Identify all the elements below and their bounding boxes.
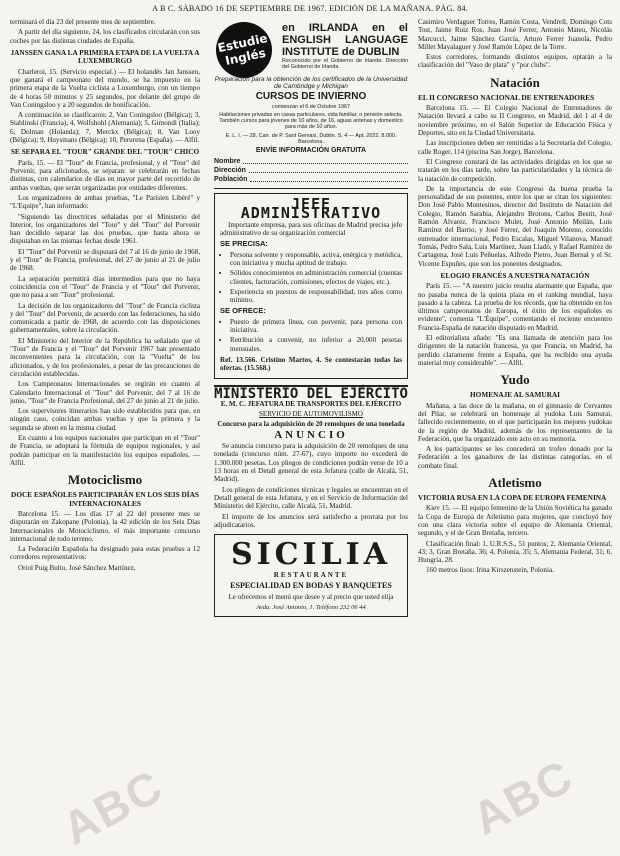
- paragraph: "Siguiendo las directrices señaladas por el Ministerio del Interior, los organizadores del "Tour" y del "Tour" del Porvenir han decidido separar las dos pruebas, que hasta ahora se disputaban en las mismas fechas desde 1961.: [10, 212, 200, 246]
- paragraph: Los pliegos de condiciones técnicas y legales se encuentran en el Detall general de esta Jefatura, y en el Servicio de Información del Ministerio del Ejército, calle Alcalá, 51, Madrid.: [214, 485, 408, 511]
- watermark: ABC: [463, 749, 582, 845]
- ad-specialty: ESPECIALIDAD EN BODAS Y BANQUETES: [230, 581, 392, 591]
- paragraph: La Federación Española ha designado para estas pruebas a 12 corredores representativos:: [10, 545, 200, 562]
- paragraph: De la importancia de este Congreso da buena prueba la personalidad de sus ponentes, entre los que se citan los siguientes: Don José Pablo Montesinos, director del Instituto de Natación del Colegio, Ramón Sarabia, Alejandro Brotons, Carlos Bestit, José Ramón Alvarez, Francisco Mulet, José Antonio Meilán, Luis Ramírez del Barrio, y José Ferrer, del Joaquín Moreno, conocido entrenador internacional, Pedro Escalas, Miguel Vilanova, Manuel Tomás, Pedro Sala, Luis Martínez, Juan Lladó, y Rafael Ramírez de Cartagena, José Luis Peñuelas, Alfredo Pietro, Juan Bernal y el Sr. Vicente Espuñes, que son los ponentes designados.: [418, 184, 612, 268]
- headline: HOMENAJE AL SAMURAI: [469, 390, 560, 400]
- form-label: Nombre: [214, 158, 241, 166]
- ad-label: SE OFRECE:: [220, 306, 266, 316]
- form-line: [250, 175, 408, 182]
- list-item: • Experiencia en puestos de responsabilidad, tres años como mínimo.: [230, 288, 402, 305]
- ad-anuncio: ANUNCIO: [274, 428, 348, 441]
- ad-subtitle: SERVICIO DE AUTOMOVILISMO: [259, 409, 363, 418]
- offers-list: [220, 318, 402, 353]
- paragraph: Barcelona 15. — El Colegio Nacional de Entrenadores de Natación llevará a cabo su II Congreso, en Madrid, del 1 al 4 de noviembre próximo, en el Salón Superior de Educación Física y Deportes, sito en la Ciudad Universitaria.: [418, 104, 612, 138]
- estudie-ingles-logo: Estudie Inglés: [214, 18, 277, 83]
- paragraph: Casimiro Verdaguer Torres, Ramón Costa, Vendrell, Domingo Cots Tost, Jaime Ruiz Ros, Juan José Ferrer, Antonio Mateu, Nicolás Marcucci, Jaime Sánchez García, Arturo Ferrer Juanola, Pedro Millet Mayalaguer y José Ramón López de la Torre.: [418, 18, 612, 51]
- ad-subtitle: RESTAURANTE: [273, 571, 349, 580]
- ad-desc: Habitaciones privadas en casas particulares, vida familiar, o pensión selecta. También cursos para jóvenes de 10 años, de 16, aguas antenas y domestico para más de 10 años.: [219, 111, 403, 131]
- form-label: Dirección: [214, 167, 246, 175]
- form-row: [214, 166, 408, 175]
- list-item: • Persona solvente y responsable, activa, enérgica y metódica, con iniciativa y mucha aptitud de trabajo.: [230, 251, 402, 268]
- paragraph: Kiev 15. — El equipo femenino de la Unión Soviética ha ganado la Copa de Europa de Atletismo para mujeres, que concluyó hoy con una clara victoria sobre el equipo de Alemania Oriental, segundo, y el de Gran Bretaña, tercero.: [418, 504, 612, 538]
- ad-info: ENVÍE INFORMACIÓN GRATUITA: [255, 146, 367, 154]
- ad-address: E. L. I. — 28, Carr. de P. Sant Gervasi, Dublin. S. 4 — Apt. 2022, 8.000. Barcelona.: [225, 132, 397, 145]
- ad-prep: Preparación para la obtención de los certificados de la Universidad de Cambridge y Michigan: [214, 76, 408, 91]
- paragraph: París, 15. — El "Tour" de Francia, profesional, y el "Tour" del Porvenir, para aficionados, se separan: se celebrarán en fechas distintas, con calendarios de días en mayor parte del recorrido de ambas vueltas, que serán organizadas por entidades diferentes.: [10, 158, 200, 192]
- paragraph: 160 metros lisos: Irina Kirszenstein, Polonia.: [426, 566, 554, 575]
- ad-reference: Ref. 13.566. Cristino Martos, 4. Se contestarán todas las ofertas. (15.568.): [220, 355, 402, 373]
- paragraph: El Congreso constará de las actividades dirigidas en los que se tratarán en los días tarde, sobre las particularidades y la técnica de la natación de competición.: [418, 157, 612, 183]
- paragraph: El editorialista añade: "Es una llamada de atención para los dirigentes de la natación francesa, ya que Francia, en Madrid, ha perdido claramente frente a España, que ha recibido una ayuda material muy considerable". — Alfil.: [418, 334, 612, 367]
- requirements-list: [220, 251, 402, 305]
- ad-intro: Importante empresa, para sus oficinas de Madrid precisa jefe administrativo de su organización comercial: [220, 220, 402, 238]
- ad-title: en IRLANDA en el ENGLISH LANGUAGE INSTITUTE de DUBLIN: [282, 22, 408, 58]
- ad-address: Avda. José Antonio, 1. Teléfono 232 06 44: [256, 603, 366, 611]
- form-line: [243, 157, 408, 164]
- paragraph: El Ministerio del Interior de la República ha señalado que el "Tour" de Francia y el "Tour" del Porvenir 1967 han presentado inconvenientes para la circulación, con la "Vuelta" de los aficionados, y de los profesionales, a pesar de las precauciones de circulación establecidas.: [10, 336, 200, 378]
- language-institute-ad: [214, 18, 408, 189]
- headline: VICTORIA RUSA EN LA COPA DE EUROPA FEMENINA: [418, 492, 607, 502]
- list-item: • Retribución a convenir, no inferior a 20.000 pesetas mensuales.: [230, 336, 402, 353]
- paragraph: Se anuncia concurso para la adquisición de 20 remolques de una tonelada (concurso núm. 27-67), cuyo importe no excederá de 1.300.000 pesetas. Los pliegos de condiciones podrán verse de 10 a 13 horas en el Detall general de esta Jefatura (calle de Alcalá, 51, Madrid).: [214, 442, 408, 484]
- section-title: Yudo: [500, 372, 530, 388]
- paragraph: Estos corredores, formando distintos equipos, optarán a la clasificación del "Vaso de plata" y "por clubs".: [418, 53, 612, 70]
- ad-title: JEFE ADMINISTRATIVO: [240, 195, 382, 222]
- list-item: • Sólidos conocimientos en administración comercial (cuentas clientes, facturación, comisiones, efectos de viajes, etc.).: [230, 269, 402, 286]
- ad-label: SE PRECISA:: [220, 239, 268, 249]
- ad-subtitle: Concurso para la adquisición de 20 remolques de una tonelada: [217, 419, 405, 428]
- section-title: Natación: [490, 74, 540, 90]
- paragraph: Las inscripciones deben ser remitidas a la Secretaría del Colegio, calle Roger, 114 (piscina San Jorge), Barcelona.: [418, 139, 612, 156]
- jefe-administrativo-ad: [214, 193, 408, 378]
- headline: JANSSEN GANA LA PRIMERA ETAPA DE LA VUELTA A LUXEMBURGO: [10, 47, 200, 66]
- ministerio-ejercito-ad: [214, 385, 408, 530]
- paragraph: A los participantes se les concederá un trofeo donado por la Federación a los ganadores de las distintas categorías, en el combate final.: [418, 445, 612, 470]
- paragraph: Los supervisores itinerarios han sido establecidos para que, en ningún caso, coincidan ambas vueltas y que la primera y la segunda se abren en la misma ciudad.: [10, 407, 200, 432]
- form-row: [214, 175, 408, 184]
- ad-title: SICILIA: [230, 537, 391, 573]
- paragraph: Charleroi, 15. (Servicio especial.) — El holandés Jan Janssen, que ganará el campeonato del mundo, se ha impuesto en la primera etapa de la Vuelta ciclista a Luxemburgo, con un tiempo de 4 horas 50 minutos y 25 segundos, por delante del grupo de Van Coningsloo y a 20 segundos de bonificación.: [10, 67, 200, 109]
- ad-offer: Le ofrecemos el menú que desee y al precio que usted elija: [228, 593, 394, 602]
- paragraph: En cuanto a los equipos nacionales que participan en el "Tour" de Francia, se adoptará la fórmula de equipos regionales, y así podrán participar en la manifestación los equipos españoles. — Alfil.: [10, 433, 200, 467]
- ad-subtitle: E. M. C. JEFATURA DE TRANSPORTES DEL EJÉRCITO: [220, 399, 402, 408]
- list-item: • Puesto de primera línea, con porvenir, para persona con iniciativa.: [230, 318, 402, 335]
- headline: ELOGIO FRANCÉS A NUESTRA NATACIÓN: [440, 270, 590, 280]
- form-line: [249, 166, 408, 173]
- headline: SE SEPARA EL "TOUR" GRANDE DEL "TOUR" CHICO: [10, 147, 200, 157]
- paragraph: El "Tour" del Porvenir se disputará del 7 al 16 de junio de 1968, y el "Tour" de Francia, profesional, del 27 de junio al 21 de julio de 1968.: [10, 247, 200, 273]
- paragraph: París 15. — "A nuestro juicio resulta alarmante que España, que no pasaba nunca de la quinta plaza en el ranking mundial, haya pasado a la cabeza. La prueba de los récords, que ha obtenido en los últimos campeonatos de Europa, el éxito de los españoles es evidente", comenta "L'Équipe", comentando el reciente encuentro Francia-España de natación disputado en Madrid.: [418, 282, 612, 332]
- paragraph: El importe de los anuncios será satisfecho a prorrata por los adjudicatarios.: [214, 512, 408, 529]
- column-1: [10, 18, 200, 843]
- paragraph: terminará el día 23 del presente mes de septiembre.: [10, 18, 156, 26]
- column-3: [418, 18, 612, 843]
- watermark: ABC: [53, 759, 172, 855]
- ad-note: Reconocido por el Gobierno de Irlanda. Dirección del Gobierno de Irlanda.: [282, 58, 408, 71]
- paragraph: Mañana, a las doce de la mañana, en el gimnasio de Cervantes del Pilar, se celebrará un homenaje al yudoka Luis Samurai, fallecido recientemente, en el que participarán los mejores yudokas de la región de Madrid, además de los representantes de la Federación, que ha organizado este acto en su memoria.: [418, 401, 612, 443]
- paragraph: La decisión de los organizadores del "Tour" de Francia ciclista y del "Tour" del Porvenir, de acuerdo con las federaciones, ha sido comunicada a partir de 1968, de acuerdo con las disposiciones gubernamentales, sobre la circulación.: [10, 301, 200, 335]
- ad-date: comienzan el 6 de Octubre 1967: [272, 103, 350, 110]
- ad-cursos: CURSOS DE INVIERNO: [255, 91, 367, 103]
- paragraph: A partir del día siguiente, 24, los clasificados circularán con sus coches por las distintas ciudades de España.: [10, 28, 200, 45]
- paragraph: La separación permitirá días intermedios para que no haya coincidencia con el "Tour" de Francia y el "Tour" del Porvenir, que no pasa a ser "Tour" profesional.: [10, 274, 200, 300]
- paragraph: Oriol Puig Bulto, José Sánchez Martínez,: [18, 563, 136, 572]
- paragraph: A continuación se clasificaron: 2, Van Coningsloo (Bélgica); 3, Stablinski (Francia), 4, Wolfshohl (Alemania); 5, Gimondi (Italia); 6, Dolman (Holanda); 7, Merckx (Bélgica); 8, Van Looy (Bélgica); 9, Huysmans (Bélgica); 10, Perurena (España). — Alfil.: [10, 111, 200, 145]
- section-title: Atletismo: [488, 474, 542, 490]
- paragraph: Los Campeonatos Internacionales se regirán en cuanto al Calendario Internacional el "Tour" del Porvenir, del 7 al 16 de junio, "Tour" de Francia Profesional, del 27 de junio al 21 de julio.: [10, 380, 200, 405]
- form-label: Población: [214, 176, 248, 184]
- paragraph: Los organizadores de ambas pruebas, "Le Parisien Libéré" y "L'Equipe", han informado:: [10, 193, 200, 211]
- paragraph: Barcelona 15. — Los días 17 al 22 del presente mes se disputarán en Zakopane (Polonia), la 42 edición de los Seis Días Internacionales de Motociclismo, el más importante concurso internacional de todo terreno.: [10, 509, 200, 543]
- headline: DOCE ESPAÑOLES PARTICIPARÁN EN LOS SEIS DÍAS INTERNACIONALES: [11, 490, 199, 508]
- paragraph: Clasificación final: 1, U.R.S.S., 51 puntos; 2, Alemania Oriental, 43; 3, Gran Bretaña, 36; 4, Polonia, 35; 5, Alemania Federal, 31; 6, Hungría, 28.: [418, 539, 612, 565]
- column-2: [214, 18, 408, 843]
- form-row: [214, 157, 408, 166]
- page-header: A B C. SÁBADO 16 DE SEPTIEMBRE DE 1967. EDICIÓN DE LA MAÑANA. PÁG. 84.: [152, 4, 468, 13]
- sicilia-restaurant-ad: [214, 534, 408, 617]
- headline: EL II CONGRESO NACIONAL DE ENTRENADORES: [418, 92, 595, 102]
- section-title: Motociclismo: [67, 472, 143, 488]
- ad-title: MINISTERIO DEL EJÉRCITO: [214, 385, 408, 402]
